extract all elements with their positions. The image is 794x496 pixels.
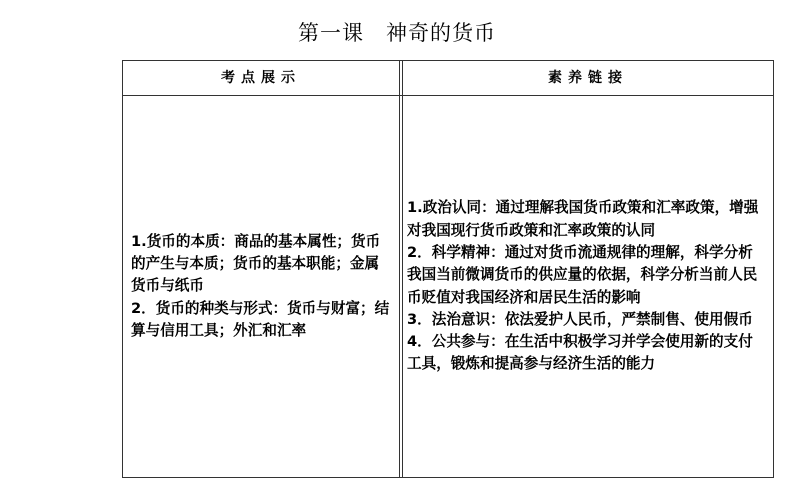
table-header-row — [123, 61, 773, 96]
literacy-item: 4．公共参与：在生活中积极学习并学会使用新的支付工具，锻炼和提高参与经济生活的能力 — [407, 333, 753, 373]
exam-point-item: 2．货币的种类与形式：货币与财富；结算与信用工具；外汇和汇率 — [131, 299, 390, 339]
exam-point-item: 1.货币的本质：商品的基本属性；货币的产生与本质；货币的基本职能；金属货币与纸币 — [131, 232, 381, 295]
content-table — [122, 60, 774, 478]
exam-points-cell — [123, 96, 399, 477]
literacy-links-cell — [403, 96, 773, 477]
header-exam-points: 考点展示 — [221, 70, 301, 86]
literacy-item: 1.政治认同：通过理解我国货币政策和汇率政策，增强对我国现行货币政策和汇率政策的认同 — [407, 199, 759, 239]
header-literacy-links: 素养链接 — [548, 70, 628, 86]
literacy-item: 3．法治意识：依法爱护人民币，严禁制售、使用假币 — [407, 310, 753, 328]
page-title: 第一课 神奇的货币 — [298, 21, 496, 45]
literacy-item: 2．科学精神：通过对货币流通规律的理解，科学分析我国当前微调货币的供应量的依据，科学分析当前人民币贬值对我国经济和居民生活的影响 — [407, 243, 758, 306]
